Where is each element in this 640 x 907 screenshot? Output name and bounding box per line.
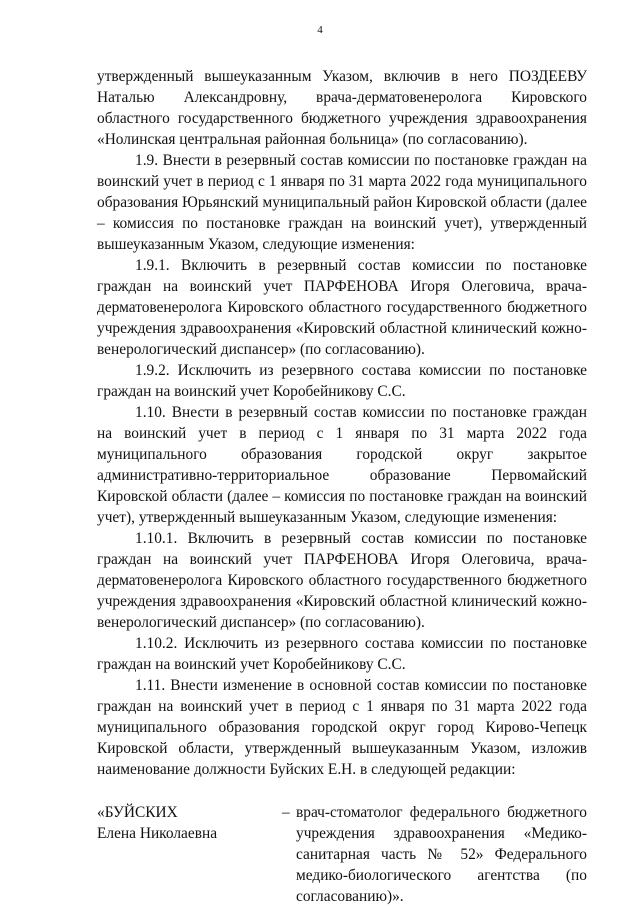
paragraph-1-10-1: 1.10.1. Включить в резервный состав комиссии по постановке граждан на воинский учет ПАРФЕНОВА Игоря Олеговича, врача-дерматовенеролога Кировского областного государственного бюджетного учреждения здравоохранения «Кировский областной клинический кожно-венерологический диспансер» (по согласованию). — [97, 530, 587, 631]
document-body — [97, 66, 587, 907]
paragraph-1-9: 1.9. Внести в резервный состав комиссии по постановке граждан на воинский учет в период с 1 января по 31 марта 2022 года муниципального образования Юрьянский муниципальный район Кировской области (далее – комиссия по постановке граждан на воинский учет), утвержденный вышеуказанным Указом, следующие изменения: — [97, 152, 587, 253]
person-name — [97, 802, 282, 844]
paragraph-1-11: 1.11. Внести изменение в основной состав комиссии по постановке граждан на воинский учет в период с 1 января по 31 марта 2022 года муниципального образования городской округ город Кирово-Чепецк Кировской области, утвержденный вышеуказанным Указом, изложив наименование должности Буйских Е.Н. в следующей редакции: — [97, 677, 587, 778]
paragraph-1-9-2: 1.9.2. Исключить из резервного состава комиссии по постановке граждан на воинский учет Коробейникову С.С. — [97, 362, 587, 400]
paragraph-1-10-2: 1.10.2. Исключить из резервного состава комиссии по постановке граждан на воинский учет Коробейникову С.С. — [97, 635, 587, 673]
person-surname: «БУЙСКИХ — [97, 804, 178, 821]
person-description: врач-стоматолог федерального бюджетного учреждения здравоохранения «Медико-санитарная часть № 52» Федерального медико-биологического агентства (по согласованию)». — [296, 804, 587, 905]
spacer — [97, 780, 587, 802]
page-number: 4 — [317, 24, 323, 36]
paragraph-continuation: утвержденный вышеуказанным Указом, включив в него ПОЗДЕЕВУ Наталью Александровну, врача-дерматовенеролога Кировского областного государственного бюджетного учреждения здравоохранения «Нолинская центральная районная больница» (по согласованию). — [97, 68, 587, 148]
paragraph-1-9-1: 1.9.1. Включить в резервный состав комиссии по постановке граждан на воинский учет ПАРФЕНОВА Игоря Олеговича, врача-дерматовенеролога Кировского областного государственного бюджетного учреждения здравоохранения «Кировский областной клинический кожно-венерологический диспансер» (по согласованию). — [97, 257, 587, 358]
paragraph-1-10: 1.10. Внести в резервный состав комиссии по постановке граждан на воинский учет в период с 1 января по 31 марта 2022 года муниципального образования городской округ закрытое административно-территориальное образование Первомайский Кировской области (далее – комиссия по постановке граждан на воинский учет), утвержденный вышеуказанным Указом, следующие изменения: — [97, 404, 587, 526]
person-given-names: Елена Николаевна — [97, 825, 218, 842]
person-dash: – — [282, 804, 290, 821]
person-entry — [97, 802, 587, 907]
